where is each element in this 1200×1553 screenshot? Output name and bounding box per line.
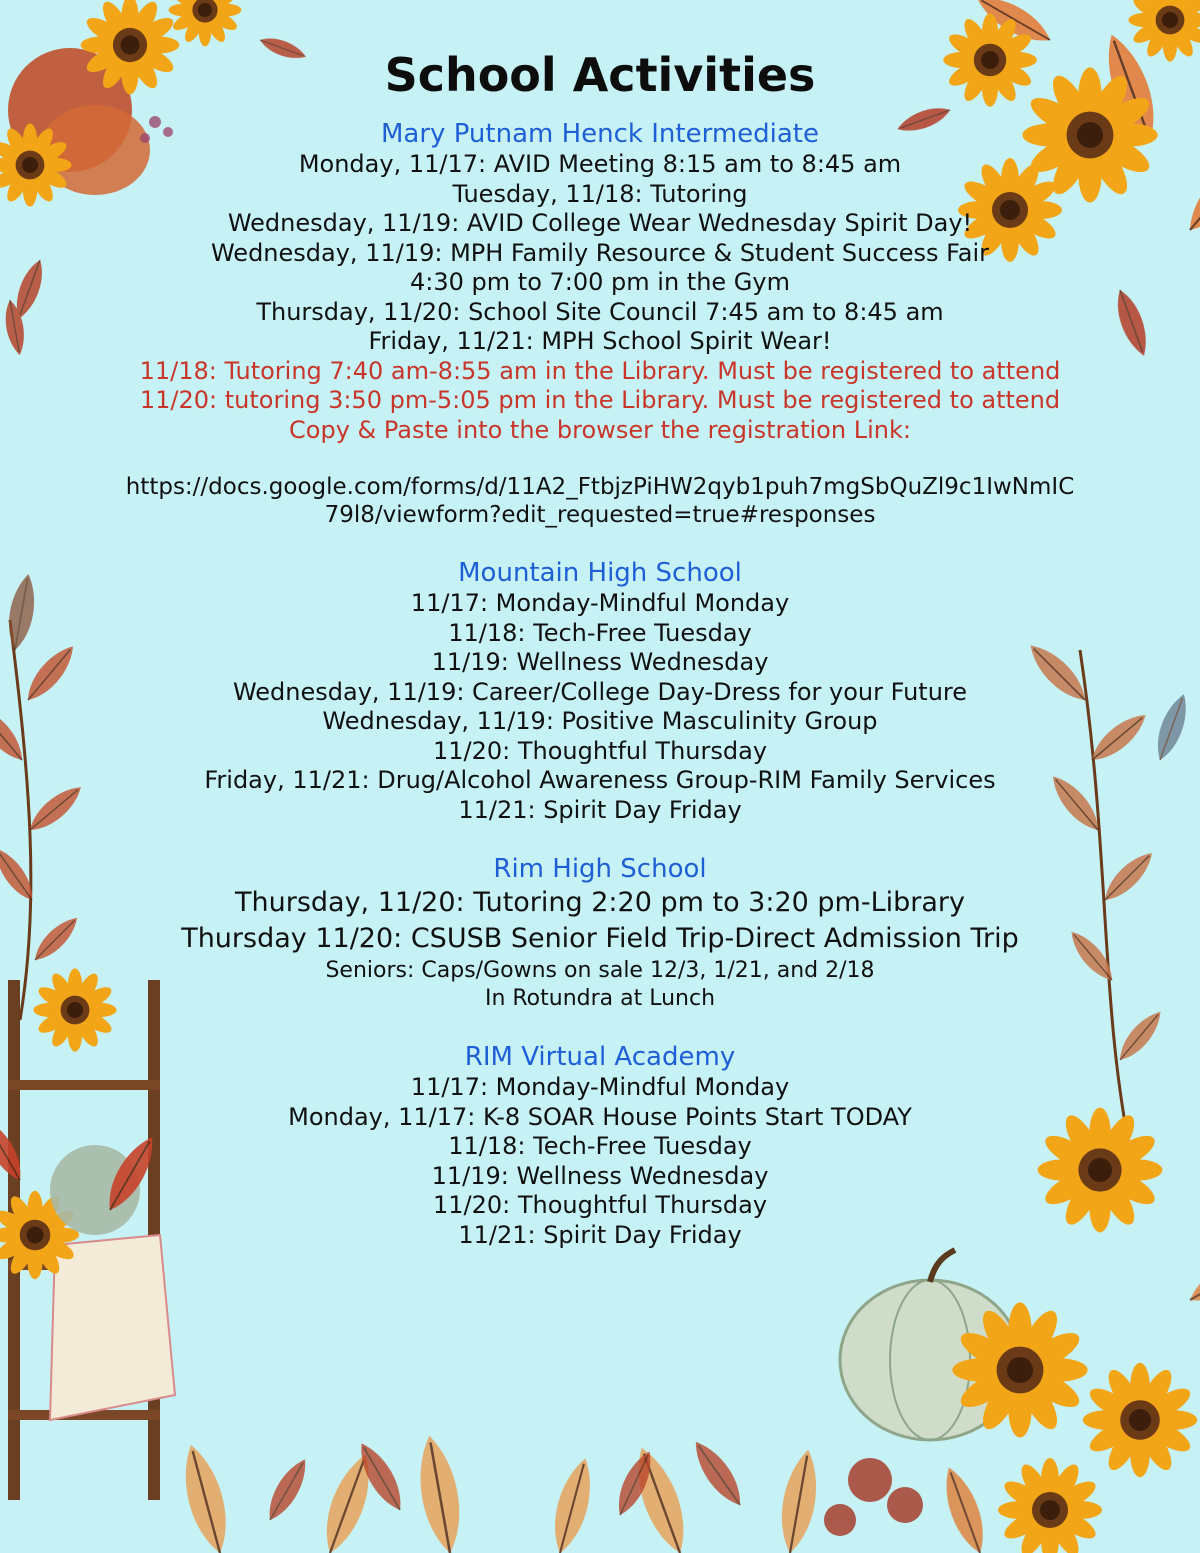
activity-line: Monday, 11/17: AVID Meeting 8:15 am to 8:45 am (298, 150, 902, 178)
registration-instructions: Copy & Paste into the browser the registration Link: (289, 415, 911, 444)
section-heading-mph: Mary Putnam Henck Intermediate (381, 119, 819, 149)
section-heading-rim-high: Rim High School (493, 854, 707, 884)
activity-line: 11/18: Tech-Free Tuesday (448, 618, 752, 647)
activity-line: Wednesday, 11/19: AVID College Wear Wednesday Spirit Day! (227, 209, 973, 237)
activity-line: In Rotundra at Lunch (484, 986, 716, 1011)
activity-line: 4:30 pm to 7:00 pm in the Gym (410, 268, 790, 296)
activity-line: 11/17: Monday-Mindful Monday (410, 1073, 790, 1101)
page-title: School Activities (384, 48, 816, 102)
activity-line: 11/21: Spirit Day Friday (458, 1220, 742, 1249)
section-rim-high (40, 853, 1160, 1013)
activity-line: Wednesday, 11/19: MPH Family Resource & Student Success Fair (210, 238, 990, 267)
activity-line: Friday, 11/21: MPH School Spirit Wear! (368, 327, 832, 355)
activity-line: 11/20: Thoughtful Thursday (432, 1191, 768, 1219)
activity-line: 11/18: Tech-Free Tuesday (448, 1132, 752, 1160)
activity-line: 11/19: Wellness Wednesday (431, 1161, 769, 1190)
section-heading-rim-virtual-academy: RIM Virtual Academy (464, 1042, 736, 1072)
registration-link-line-1: https://docs.google.com/forms/d/11A2_FtbjzPiHW2qyb1puh7mgSbQuZl9c1IwNmIC (125, 474, 1075, 500)
activity-line: Thursday, 11/20: Tutoring 2:20 pm to 3:20 pm-Library (235, 887, 965, 918)
activity-line: Friday, 11/21: Drug/Alcohol Awareness Group-RIM Family Services (204, 766, 996, 794)
activity-line: 11/20: Thoughtful Thursday (432, 736, 768, 765)
activity-line: Seniors: Caps/Gowns on sale 12/3, 1/21, and 2/18 (325, 958, 875, 983)
activity-line: 11/17: Monday-Mindful Monday (410, 589, 790, 617)
registration-link-line-2: 79l8/viewform?edit_requested=true#responses (324, 502, 876, 528)
bottom-foliage (175, 1433, 824, 1553)
activity-line: Wednesday, 11/19: Positive Masculinity Group (322, 707, 878, 735)
activities-flyer (40, 40, 1160, 1250)
activity-line: 11/21: Spirit Day Friday (458, 795, 742, 824)
activity-line: 11/19: Wellness Wednesday (431, 648, 769, 676)
registration-link[interactable] (40, 473, 1160, 529)
section-mountain-high (40, 557, 1160, 825)
activity-line: Thursday 11/20: CSUSB Senior Field Trip-Direct Admission Trip (181, 923, 1019, 954)
section-heading-mountain-high: Mountain High School (458, 558, 742, 588)
activity-line: Tuesday, 11/18: Tutoring (452, 179, 748, 208)
section-rim-virtual-academy (40, 1041, 1160, 1250)
activity-line: Wednesday, 11/19: Career/College Day-Dress for your Future (232, 677, 968, 706)
section-mph (40, 118, 1160, 529)
activity-line: Thursday, 11/20: School Site Council 7:45 am to 8:45 am (256, 297, 944, 326)
activity-line: Monday, 11/17: K-8 SOAR House Points Start TODAY (288, 1102, 912, 1131)
tutoring-notice: 11/18: Tutoring 7:40 am-8:55 am in the Library. Must be registered to attend (139, 356, 1061, 385)
tutoring-notice: 11/20: tutoring 3:50 pm-5:05 pm in the Library. Must be registered to attend (139, 386, 1061, 414)
